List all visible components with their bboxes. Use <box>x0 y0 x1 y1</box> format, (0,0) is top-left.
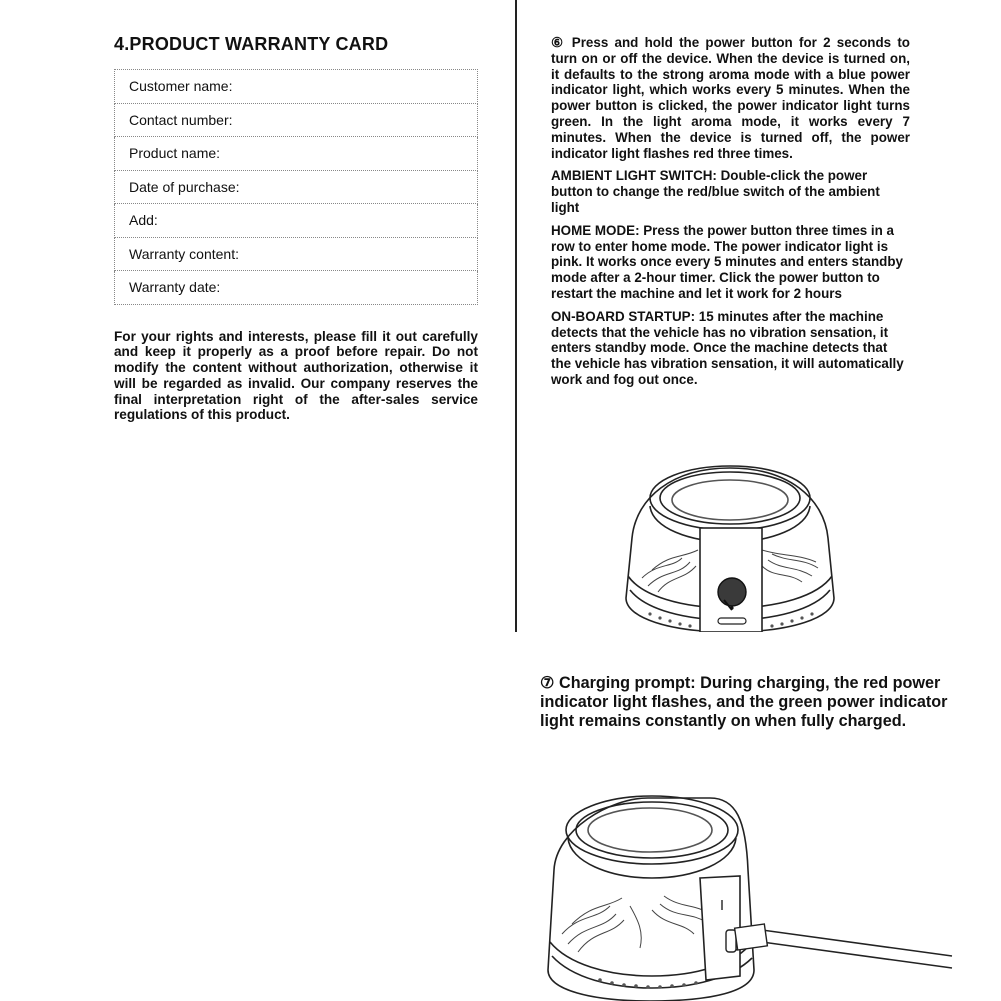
on-board-startup: ON-BOARD STARTUP: 15 minutes after the machine detects that the vehicle has no vibration sensation, it enters standby mode. Once the machine detects that the vehicle has vibration sensation, it will automatically work and fog out once. <box>551 308 904 387</box>
field-address: Add: <box>115 204 478 238</box>
warranty-notice: For your rights and interests, please fill it out carefully and keep it properly as a proof before repair. Do not modify the content without authorization, otherwise it will be regarded as invalid. Our company reserves the final interpretation right of the after-sales service regulations of this product. <box>114 328 478 423</box>
warranty-table <box>114 69 478 305</box>
device-illustration-power-button <box>612 458 848 632</box>
column-divider <box>515 0 517 632</box>
warranty-row <box>115 237 478 271</box>
warranty-row <box>115 271 478 305</box>
warranty-row <box>115 70 478 104</box>
field-product-name: Product name: <box>115 137 478 171</box>
warranty-row <box>115 137 478 171</box>
instructions-column <box>551 35 910 395</box>
warranty-row <box>115 204 478 238</box>
field-warranty-content: Warranty content: <box>115 237 478 271</box>
warranty-card-title: 4.PRODUCT WARRANTY CARD <box>114 34 389 54</box>
field-date-of-purchase: Date of purchase: <box>115 170 478 204</box>
field-customer-name: Customer name: <box>115 70 478 104</box>
device-illustration-charging <box>540 780 960 1001</box>
step-6-power-button: ⑥ Press and hold the power button for 2 seconds to turn on or off the device. When the device is turned on, it defaults to the strong aroma mode with a blue power indicator light, which works every 5 minutes. When the power button is clicked, the power indicator light turns green. In the light aroma mode, it works every 7 minutes. When the device is turned off, the power indicator light flashes red three times. <box>551 35 910 161</box>
warranty-row <box>115 103 478 137</box>
ambient-light-switch: AMBIENT LIGHT SWITCH: Double-click the power button to change the red/blue switch of the ambient light <box>551 168 880 215</box>
field-contact-number: Contact number: <box>115 103 478 137</box>
step-7-charging-prompt: ⑦ Charging prompt: During charging, the red power indicator light flashes, and the green power indicator light remains constantly on when fully charged. <box>540 674 948 730</box>
warranty-row <box>115 170 478 204</box>
field-warranty-date: Warranty date: <box>115 271 478 305</box>
warranty-card <box>114 34 478 423</box>
home-mode: HOME MODE: Press the power button three times in a row to enter home mode. The power indicator light is pink. It works once every 5 minutes and enters standby mode after a 2-hour timer. Click the power button to restart the machine and let it work for 2 hours <box>551 222 903 301</box>
